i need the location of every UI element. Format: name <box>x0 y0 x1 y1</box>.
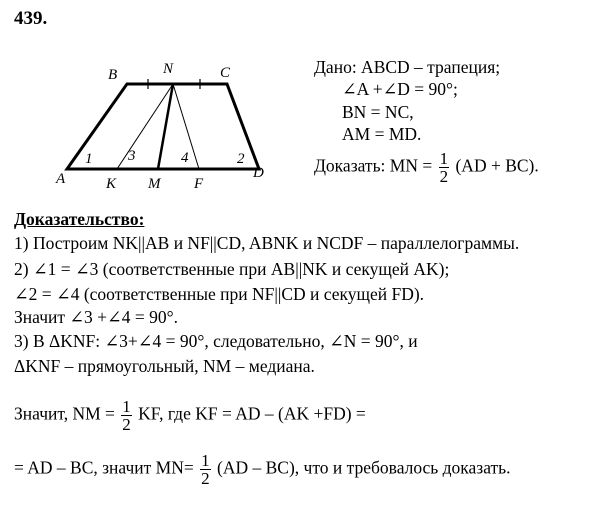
given-label: Дано: ABCD – трапеция; <box>314 57 501 77</box>
fraction-one-half <box>121 398 132 433</box>
proof-line-4: Значит ∠3 +∠4 = 90°. <box>14 307 178 327</box>
prove-statement <box>314 150 539 185</box>
angle-label-4: 4 <box>181 150 189 166</box>
conclusion-2-prefix: = AD – BC, значит MN= <box>14 457 194 478</box>
fraction-one-half <box>200 452 211 487</box>
trapezoid-ABCD <box>67 84 259 169</box>
fraction-numerator: 1 <box>122 397 131 416</box>
conclusion-2-suffix: (AD – BC), что и требовалось доказать. <box>217 457 511 478</box>
problem-number: 439. <box>14 8 48 29</box>
trapezoid-figure <box>50 55 340 225</box>
fraction-denominator: 2 <box>201 469 210 488</box>
segment-NM <box>158 84 173 169</box>
fraction-denominator: 2 <box>439 167 449 186</box>
fraction-numerator: 1 <box>439 149 449 168</box>
given-line-bn-nc: BN = NC, <box>342 102 414 122</box>
given-line-angles: ∠A +∠D = 90°; <box>342 79 458 99</box>
conclusion-1-suffix: KF, где KF = AD – (AK +FD) = <box>138 403 366 424</box>
label-D: D <box>253 165 264 181</box>
fraction-one-half <box>439 150 450 185</box>
proof-line-3: ∠2 = ∠4 (соответственные при NF||CD и секущей FD). <box>14 284 425 304</box>
angle-label-3: 3 <box>128 148 136 164</box>
angle-label-2: 2 <box>237 151 245 167</box>
label-K: K <box>106 176 117 192</box>
proof-line-5: 3) В ΔKNF: ∠3+∠4 = 90°, следовательно, ∠N = 90°, и <box>14 331 418 351</box>
conclusion-line-1 <box>14 398 366 433</box>
proof-heading: Доказательство: <box>14 209 145 229</box>
label-M: M <box>148 176 161 192</box>
angle-label-1: 1 <box>85 151 93 167</box>
label-A: A <box>56 171 66 187</box>
label-N: N <box>163 61 174 77</box>
fraction-denominator: 2 <box>122 415 131 434</box>
prove-suffix: (AD + BC). <box>455 155 539 176</box>
label-F: F <box>194 176 204 192</box>
prove-prefix: Доказать: MN = <box>314 155 433 176</box>
label-C: C <box>220 65 231 81</box>
proof-line-1: 1) Построим NK||AB и NF||CD, ABNK и NCDF – параллелограммы. <box>14 233 520 253</box>
label-B: B <box>108 67 118 83</box>
conclusion-line-2 <box>14 452 511 487</box>
fraction-numerator: 1 <box>201 451 210 470</box>
conclusion-1-prefix: Значит, NM = <box>14 403 115 424</box>
proof-line-6: ΔKNF – прямоугольный, NM – медиана. <box>14 356 315 376</box>
given-line-am-md: AM = MD. <box>342 124 422 144</box>
proof-line-2: 2) ∠1 = ∠3 (соответственные при AB||NK и секущей AK); <box>14 259 450 279</box>
